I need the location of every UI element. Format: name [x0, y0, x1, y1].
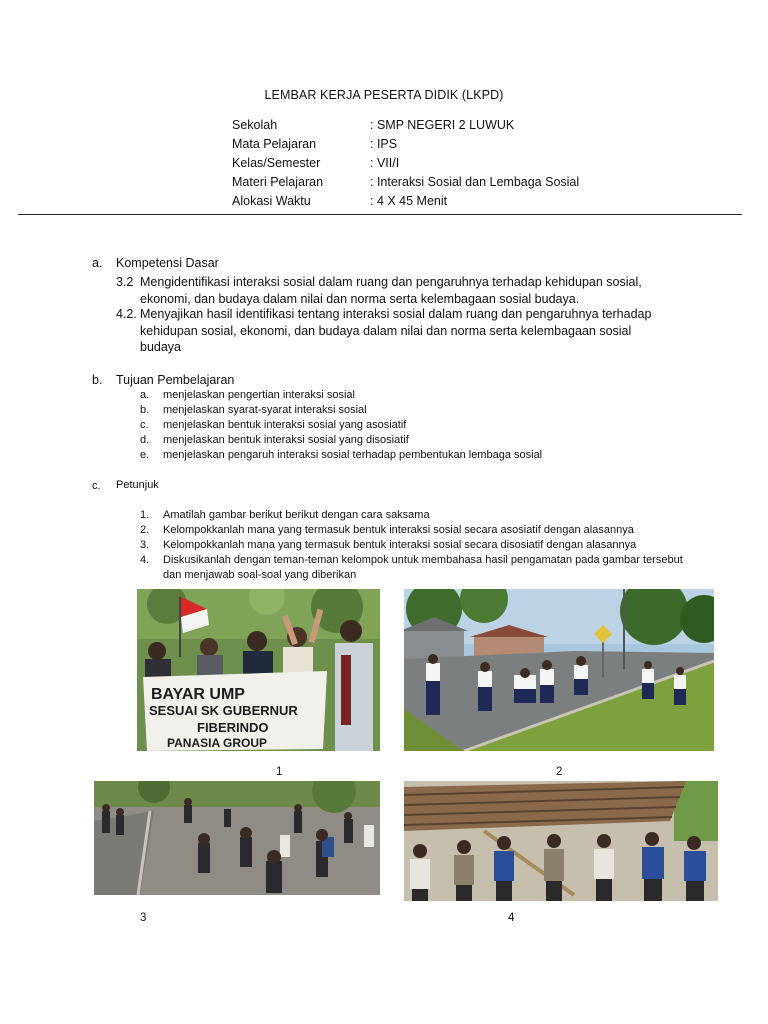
kd-line: budaya [140, 340, 182, 354]
meta-value: : IPS [370, 137, 398, 151]
meta-value: : 4 X 45 Menit [370, 194, 448, 208]
page-title: LEMBAR KERJA PESERTA DIDIK (LKPD) [264, 88, 504, 102]
list-text: Amatilah gambar berikut berikut dengan cara saksama [163, 509, 430, 521]
section-letter: a. [92, 256, 103, 270]
clash-image [94, 781, 380, 895]
section-title: Petunjuk [116, 479, 159, 491]
photo-mutual-cooperation [404, 781, 718, 901]
list-marker: b. [140, 404, 150, 416]
list-text: menjelaskan bentuk interaksi sosial yang disosiatif [163, 434, 409, 446]
list-marker: a. [140, 389, 150, 401]
meta-value: : VII/I [370, 156, 400, 170]
kd-text [140, 274, 642, 307]
photo-caption: 4 [508, 912, 515, 924]
kd-text [140, 306, 651, 356]
list-text: menjelaskan pengertian interaksi sosial [163, 389, 355, 401]
meta-label: Materi Pelajaran [232, 175, 324, 189]
list-marker: 2. [140, 524, 150, 536]
meta-value: : Interaksi Sosial dan Lembaga Sosial [370, 175, 580, 189]
list-text: Kelompokkanlah mana yang termasuk bentuk interaksi sosial secara disosiatif dengan alasannya [163, 539, 637, 551]
photo-community-cleanup [404, 589, 714, 751]
photo-street-clash [94, 781, 380, 895]
list-text: menjelaskan pengaruh interaksi sosial terhadap pembentukan lembaga sosial [163, 449, 543, 461]
list-text: menjelaskan bentuk interaksi sosial yang asosiatif [163, 419, 407, 431]
meta-value: : SMP NEGERI 2 LUWUK [370, 118, 515, 132]
meta-label: Kelas/Semester [232, 156, 321, 170]
kd-line: Mengidentifikasi interaksi sosial dalam ruang dan pengaruhnya terhadap kehidupan sosial, [140, 275, 642, 289]
banner-line: BAYAR UMP [151, 686, 245, 703]
section-title: Kompetensi Dasar [116, 256, 219, 270]
meta-label: Sekolah [232, 118, 278, 132]
section-title: Tujuan Pembelajaran [116, 373, 235, 387]
meta-label: Alokasi Waktu [232, 194, 311, 208]
list-text: menjelaskan syarat-syarat interaksi sosial [163, 404, 367, 416]
list-marker: c. [140, 419, 149, 431]
kd-line: ekonomi, dan budaya dalam nilai dan norma serta kelembagaan sosial budaya. [140, 291, 580, 306]
list-marker: e. [140, 449, 150, 461]
photo-protest-banner [137, 589, 380, 751]
list-marker: 1. [140, 509, 150, 521]
cooperation-image [404, 781, 718, 901]
list-marker: 4. [140, 554, 150, 566]
header-divider [18, 214, 742, 215]
section-letter: b. [92, 373, 103, 387]
photo-caption: 1 [276, 766, 283, 778]
protest-image [137, 589, 380, 751]
meta-label: Mata Pelajaran [232, 137, 317, 151]
list-marker: d. [140, 434, 150, 446]
photo-caption: 3 [140, 912, 147, 924]
cleanup-image [404, 589, 714, 751]
list-text: Kelompokkanlah mana yang termasuk bentuk interaksi sosial secara asosiatif dengan alasannya [163, 524, 634, 536]
banner-line: SESUAI SK GUBERNUR [149, 703, 298, 718]
section-letter: c. [92, 480, 101, 492]
kd-line: kehidupan sosial, ekonomi, dan budaya dalam nilai dan norma serta kelembagaan sosial [140, 323, 632, 338]
kd-number: 4.2. [116, 307, 137, 321]
kd-line: Menyajikan hasil identifikasi tentang interaksi sosial dalam ruang dan pengaruhnya terhadap [140, 307, 652, 321]
list-marker: 3. [140, 539, 150, 551]
banner-line: FIBERINDO [197, 720, 269, 735]
banner-line: PANASIA GROUP [167, 736, 268, 750]
kd-number: 3.2 [116, 275, 134, 289]
photo-caption: 2 [556, 766, 563, 778]
list-text: Diskusikanlah dengan teman-teman kelompok untuk membahasa hasil pengamatan pada gambar tersebut dan menjawab soal-soal yang diberikan [163, 554, 683, 581]
